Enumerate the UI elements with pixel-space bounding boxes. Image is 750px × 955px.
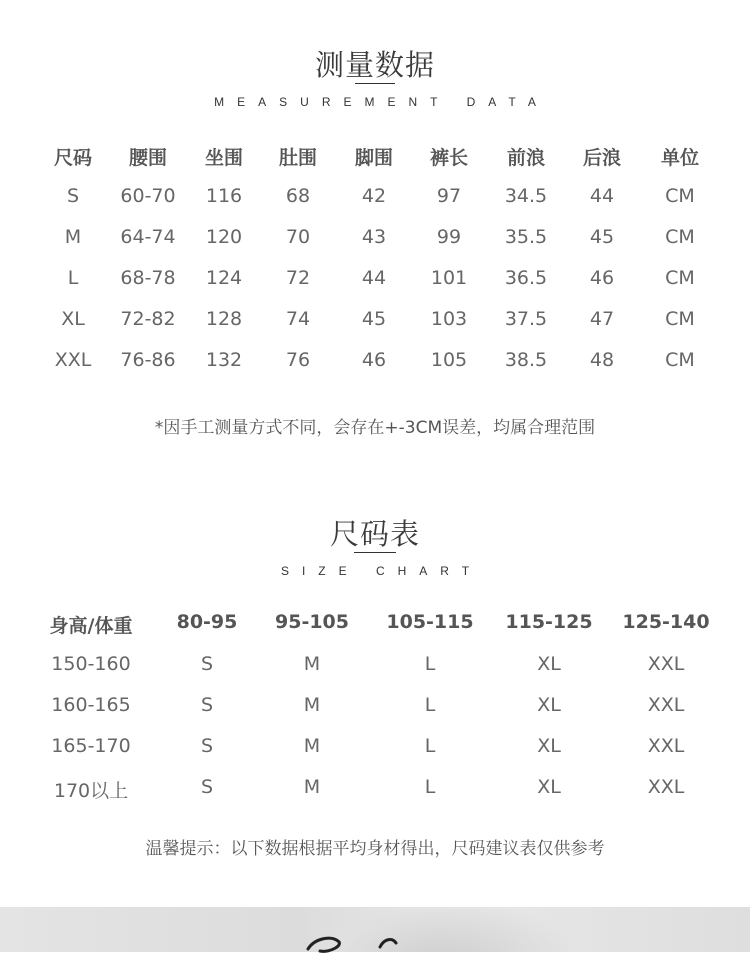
table-cell: L	[424, 694, 436, 716]
table-cell: CM	[665, 349, 695, 371]
table-cell: 70	[285, 226, 311, 248]
size-chart-header-weight-5: 125-140	[622, 611, 710, 633]
table-cell: S	[200, 735, 214, 757]
table-cell: XXL	[647, 653, 685, 675]
measurement-header-front-rise: 前浪	[506, 147, 546, 169]
table-cell: XL	[537, 653, 561, 675]
table-cell: 116	[205, 185, 243, 207]
table-cell: S	[200, 653, 214, 675]
measurement-header-hip: 坐围	[204, 147, 244, 169]
size-chart-header-weight-4: 115-125	[505, 611, 593, 633]
measurement-header-size: 尺码	[53, 147, 93, 169]
size-chart-subtitle: SIZE CHART	[280, 564, 483, 578]
measurement-header-waist: 腰围	[128, 147, 168, 169]
table-cell: 72-82	[120, 308, 176, 330]
table-cell: 47	[589, 308, 615, 330]
measurement-header-belly: 肚围	[278, 147, 318, 169]
table-cell: 120	[205, 226, 243, 248]
table-cell: 42	[361, 185, 387, 207]
table-cell: 101	[430, 267, 468, 289]
table-cell: 45	[361, 308, 387, 330]
table-cell: 44	[589, 185, 615, 207]
table-cell: 44	[361, 267, 387, 289]
table-cell: 35.5	[504, 226, 548, 248]
table-cell: L	[424, 735, 436, 757]
measurement-title: 测量数据	[314, 48, 435, 82]
measurement-header-unit: 单位	[660, 147, 700, 169]
table-cell: 36.5	[504, 267, 548, 289]
table-cell: CM	[665, 226, 695, 248]
table-cell: 128	[205, 308, 243, 330]
table-cell: M	[303, 776, 321, 798]
size-chart-header-weight-3: 105-115	[386, 611, 474, 633]
table-cell: XL	[61, 308, 85, 330]
table-cell: CM	[665, 308, 695, 330]
table-cell: 64-74	[120, 226, 176, 248]
table-cell: 150-160	[51, 653, 131, 675]
table-cell: 105	[430, 349, 468, 371]
table-cell: S	[66, 185, 80, 207]
table-cell: 132	[205, 349, 243, 371]
table-cell: 34.5	[504, 185, 548, 207]
table-cell: L	[67, 267, 79, 289]
table-cell: 68-78	[120, 267, 176, 289]
table-cell: M	[303, 694, 321, 716]
table-cell: 74	[285, 308, 311, 330]
table-cell: 103	[430, 308, 468, 330]
table-cell: 72	[285, 267, 311, 289]
table-cell: 76	[285, 349, 311, 371]
table-cell: L	[424, 776, 436, 798]
table-cell: 160-165	[51, 694, 131, 716]
table-cell: XXL	[647, 694, 685, 716]
table-cell: 68	[285, 185, 311, 207]
size-chart-header-weight-1: 80-95	[176, 611, 238, 633]
table-cell: 38.5	[504, 349, 548, 371]
measurement-note: *因手工测量方式不同，会存在+-3CM误差，均属合理范围	[154, 418, 596, 438]
measurement-header-length: 裤长	[429, 147, 469, 169]
size-chart-title-rule	[354, 552, 396, 553]
table-cell: 124	[205, 267, 243, 289]
table-cell: M	[303, 653, 321, 675]
measurement-subtitle: MEASUREMENT DATA	[214, 95, 549, 109]
table-cell: 76-86	[120, 349, 176, 371]
size-chart-header-height-weight: 身高/体重	[49, 615, 133, 637]
product-photo-band	[0, 907, 750, 952]
table-cell: L	[424, 653, 436, 675]
measurement-header-leg-opening: 脚围	[354, 147, 394, 169]
table-cell: XXL	[54, 349, 92, 371]
table-cell: 165-170	[51, 735, 131, 757]
table-cell: XXL	[647, 776, 685, 798]
measurement-title-rule	[355, 83, 395, 84]
table-cell: XXL	[647, 735, 685, 757]
table-cell: 60-70	[120, 185, 176, 207]
size-chart-note: 温馨提示：以下数据根据平均身材得出，尺码建议表仅供参考	[145, 839, 605, 859]
table-cell: 97	[436, 185, 462, 207]
table-cell: 99	[436, 226, 462, 248]
measurement-header-back-rise: 后浪	[582, 147, 622, 169]
size-chart-header-weight-2: 95-105	[275, 611, 349, 633]
script-logo-mark	[300, 925, 410, 955]
table-cell: S	[200, 694, 214, 716]
table-cell: 46	[361, 349, 387, 371]
table-cell: M	[303, 735, 321, 757]
table-cell: 48	[589, 349, 615, 371]
table-cell: XL	[537, 735, 561, 757]
table-cell: 37.5	[504, 308, 548, 330]
table-cell: CM	[665, 185, 695, 207]
table-cell: 43	[361, 226, 387, 248]
table-cell: S	[200, 776, 214, 798]
table-cell: CM	[665, 267, 695, 289]
size-chart-title: 尺码表	[329, 517, 420, 551]
table-cell: 45	[589, 226, 615, 248]
table-cell: XL	[537, 694, 561, 716]
table-cell: XL	[537, 776, 561, 798]
table-cell: 46	[589, 267, 615, 289]
table-cell: M	[64, 226, 82, 248]
table-cell: 170以上	[53, 780, 129, 802]
